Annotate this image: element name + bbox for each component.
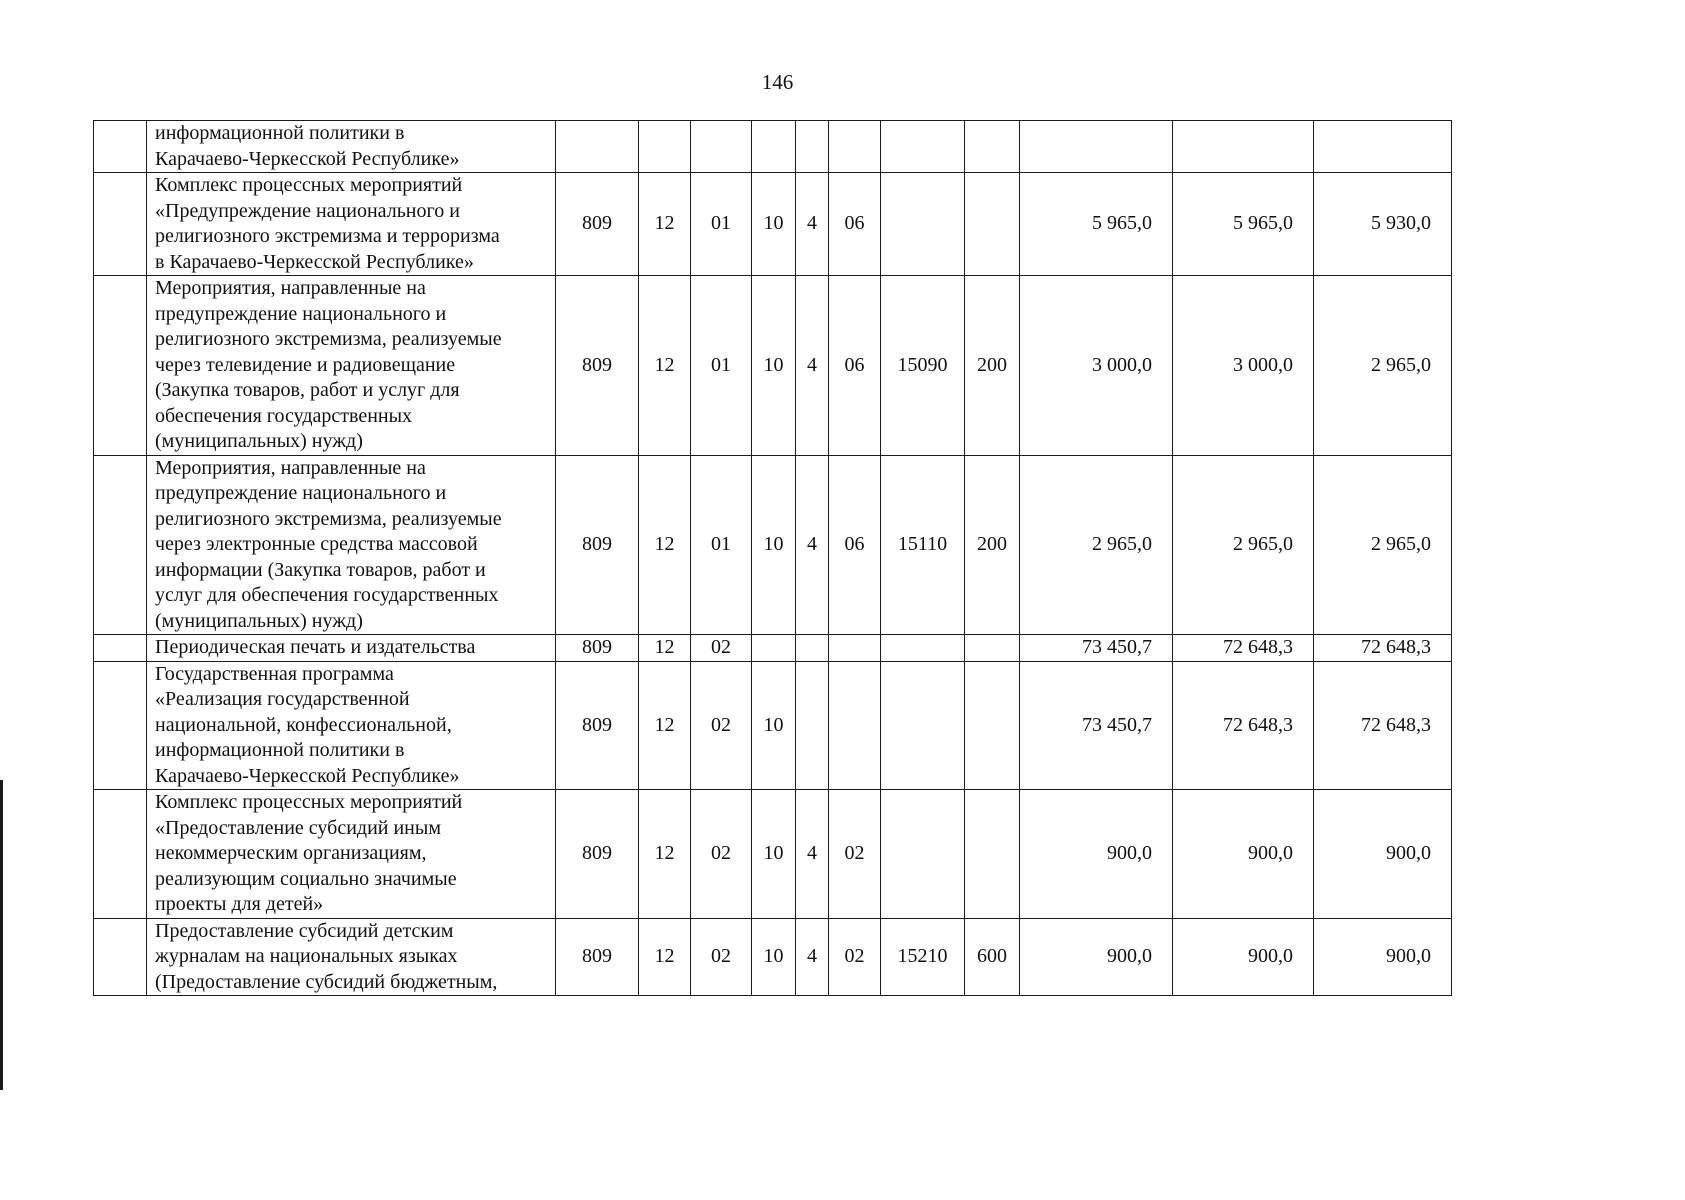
subsection-code-cell: 02	[691, 790, 752, 919]
amount-year3-cell: 2 965,0	[1314, 455, 1452, 635]
description-line: религиозного экстремизма и терроризма	[155, 225, 500, 247]
description-line: Государственная программа	[155, 662, 394, 685]
subsection-code-cell: 01	[691, 276, 752, 456]
description-line: Карачаево-Черкесской Республике»	[155, 147, 460, 170]
section-code-cell: 12	[639, 918, 691, 996]
amount-year2-cell: 900,0	[1173, 790, 1314, 919]
amount-year2-cell: 5 965,0	[1173, 173, 1314, 276]
subsection-code-cell: 01	[691, 455, 752, 635]
activity-code-cell: 06	[829, 276, 881, 456]
section-code-cell	[639, 121, 691, 173]
expense-type-cell	[965, 661, 1020, 790]
description-line: через телевидение и радиовещание	[155, 353, 456, 376]
amount-year3-cell	[1314, 121, 1452, 173]
activity-code-cell	[829, 635, 881, 662]
table-row	[94, 790, 1452, 919]
description-line: услуг для обеспечения государственных	[155, 584, 499, 606]
subsection-code-cell: 02	[691, 918, 752, 996]
amount-year3-cell: 900,0	[1314, 918, 1452, 996]
description-line: предупреждение национального и	[155, 302, 447, 325]
description-line: Комплекс процессных мероприятий	[155, 174, 463, 196]
direction-code-cell: 15090	[881, 276, 965, 456]
ved-code-cell: 809	[556, 173, 639, 276]
activity-code-cell: 02	[829, 918, 881, 996]
activity-code-cell	[829, 121, 881, 173]
description-line: Мероприятия, направленные на	[155, 456, 426, 479]
subprogram-code-cell	[796, 661, 829, 790]
ved-code-cell: 809	[556, 455, 639, 635]
subprogram-code-cell	[796, 635, 829, 662]
expense-type-cell	[965, 790, 1020, 919]
expense-type-cell	[965, 121, 1020, 173]
description-line: проекты для детей»	[155, 893, 324, 915]
amount-year3-cell: 72 648,3	[1314, 661, 1452, 790]
description-line: (муниципальных) нужд)	[155, 430, 363, 452]
description-line: национальной, конфессиональной,	[155, 713, 452, 736]
description-line: через электронные средства массовой	[155, 533, 478, 555]
budget-table	[93, 120, 1452, 996]
direction-code-cell	[881, 173, 965, 276]
description-line: обеспечения государственных	[155, 404, 413, 427]
amount-year2-cell	[1173, 121, 1314, 173]
description-line: религиозного экстремизма, реализуемые	[155, 328, 502, 350]
activity-code-cell: 06	[829, 455, 881, 635]
subsection-code-cell: 01	[691, 173, 752, 276]
description-cell	[147, 790, 556, 919]
description-line: Периодическая печать и издательства	[155, 636, 476, 658]
amount-year3-cell: 72 648,3	[1314, 635, 1452, 662]
section-code-cell: 12	[639, 635, 691, 662]
row-number-cell	[94, 790, 147, 919]
program-code-cell: 10	[752, 918, 796, 996]
direction-code-cell	[881, 121, 965, 173]
direction-code-cell	[881, 635, 965, 662]
description-line: Комплекс процессных мероприятий	[155, 791, 463, 813]
ved-code-cell: 809	[556, 790, 639, 919]
subsection-code-cell: 02	[691, 635, 752, 662]
amount-year1-cell: 3 000,0	[1020, 276, 1173, 456]
amount-year2-cell: 900,0	[1173, 918, 1314, 996]
description-line: информационной политики в	[155, 122, 405, 144]
amount-year3-cell: 900,0	[1314, 790, 1452, 919]
row-number-cell	[94, 276, 147, 456]
amount-year2-cell: 72 648,3	[1173, 661, 1314, 790]
description-cell	[147, 918, 556, 996]
expense-type-cell	[965, 635, 1020, 662]
description-line: информации (Закупка товаров, работ и	[155, 558, 486, 581]
amount-year1-cell: 900,0	[1020, 918, 1173, 996]
description-line: Карачаево-Черкесской Республике»	[155, 764, 460, 787]
direction-code-cell	[881, 661, 965, 790]
ved-code-cell	[556, 121, 639, 173]
row-number-cell	[94, 661, 147, 790]
program-code-cell: 10	[752, 790, 796, 919]
description-cell	[147, 173, 556, 276]
description-cell	[147, 661, 556, 790]
table-row	[94, 276, 1452, 456]
table-row	[94, 661, 1452, 790]
expense-type-cell: 200	[965, 455, 1020, 635]
section-code-cell: 12	[639, 790, 691, 919]
description-line: (Закупка товаров, работ и услуг для	[155, 379, 460, 401]
amount-year1-cell: 5 965,0	[1020, 173, 1173, 276]
program-code-cell: 10	[752, 661, 796, 790]
subprogram-code-cell: 4	[796, 455, 829, 635]
section-code-cell: 12	[639, 661, 691, 790]
description-line: религиозного экстремизма, реализуемые	[155, 507, 502, 530]
row-number-cell	[94, 918, 147, 996]
description-line: некоммерческим организациям,	[155, 842, 427, 864]
amount-year3-cell: 2 965,0	[1314, 276, 1452, 456]
description-line: предупреждение национального и	[155, 482, 447, 504]
activity-code-cell: 06	[829, 173, 881, 276]
activity-code-cell	[829, 661, 881, 790]
program-code-cell: 10	[752, 455, 796, 635]
program-code-cell: 10	[752, 276, 796, 456]
amount-year2-cell: 3 000,0	[1173, 276, 1314, 456]
row-number-cell	[94, 173, 147, 276]
expense-type-cell: 600	[965, 918, 1020, 996]
description-cell	[147, 455, 556, 635]
ved-code-cell: 809	[556, 276, 639, 456]
expense-type-cell	[965, 173, 1020, 276]
ved-code-cell: 809	[556, 661, 639, 790]
program-code-cell: 10	[752, 173, 796, 276]
description-line: в Карачаево-Черкесской Республике»	[155, 250, 474, 273]
expense-type-cell: 200	[965, 276, 1020, 456]
table-row	[94, 121, 1452, 173]
section-code-cell: 12	[639, 455, 691, 635]
description-line: «Предоставление субсидий иным	[155, 816, 441, 839]
ved-code-cell: 809	[556, 918, 639, 996]
amount-year2-cell: 72 648,3	[1173, 635, 1314, 662]
description-line: Мероприятия, направленные на	[155, 277, 426, 299]
amount-year1-cell	[1020, 121, 1173, 173]
table-row	[94, 173, 1452, 276]
description-line: (муниципальных) нужд)	[155, 609, 363, 632]
activity-code-cell: 02	[829, 790, 881, 919]
description-line: реализующим социально значимые	[155, 867, 457, 890]
subprogram-code-cell: 4	[796, 173, 829, 276]
description-line: «Предупреждение национального и	[155, 199, 460, 222]
amount-year1-cell: 2 965,0	[1020, 455, 1173, 635]
row-number-cell	[94, 121, 147, 173]
description-line: Предоставление субсидий детским	[155, 919, 454, 942]
description-cell	[147, 276, 556, 456]
amount-year3-cell: 5 930,0	[1314, 173, 1452, 276]
table-row	[94, 455, 1452, 635]
description-line: (Предоставление субсидий бюджетным,	[155, 970, 498, 993]
subprogram-code-cell: 4	[796, 918, 829, 996]
amount-year1-cell: 73 450,7	[1020, 635, 1173, 662]
subprogram-code-cell	[796, 121, 829, 173]
description-cell	[147, 121, 556, 173]
direction-code-cell: 15210	[881, 918, 965, 996]
table-row	[94, 635, 1452, 662]
description-line: информационной политики в	[155, 739, 405, 761]
row-number-cell	[94, 635, 147, 662]
subprogram-code-cell: 4	[796, 790, 829, 919]
description-cell	[147, 635, 556, 662]
table-row	[94, 918, 1452, 996]
budget-table-body	[94, 121, 1452, 996]
section-code-cell: 12	[639, 173, 691, 276]
section-code-cell: 12	[639, 276, 691, 456]
description-line: «Реализация государственной	[155, 688, 410, 710]
subsection-code-cell	[691, 121, 752, 173]
amount-year2-cell: 2 965,0	[1173, 455, 1314, 635]
subsection-code-cell: 02	[691, 661, 752, 790]
row-number-cell	[94, 455, 147, 635]
program-code-cell	[752, 635, 796, 662]
scan-edge-mark	[0, 780, 3, 1090]
subprogram-code-cell: 4	[796, 276, 829, 456]
amount-year1-cell: 73 450,7	[1020, 661, 1173, 790]
ved-code-cell: 809	[556, 635, 639, 662]
description-line: журналам на национальных языках	[155, 945, 458, 967]
program-code-cell	[752, 121, 796, 173]
direction-code-cell	[881, 790, 965, 919]
direction-code-cell: 15110	[881, 455, 965, 635]
amount-year1-cell: 900,0	[1020, 790, 1173, 919]
page-number: 146	[761, 70, 794, 94]
